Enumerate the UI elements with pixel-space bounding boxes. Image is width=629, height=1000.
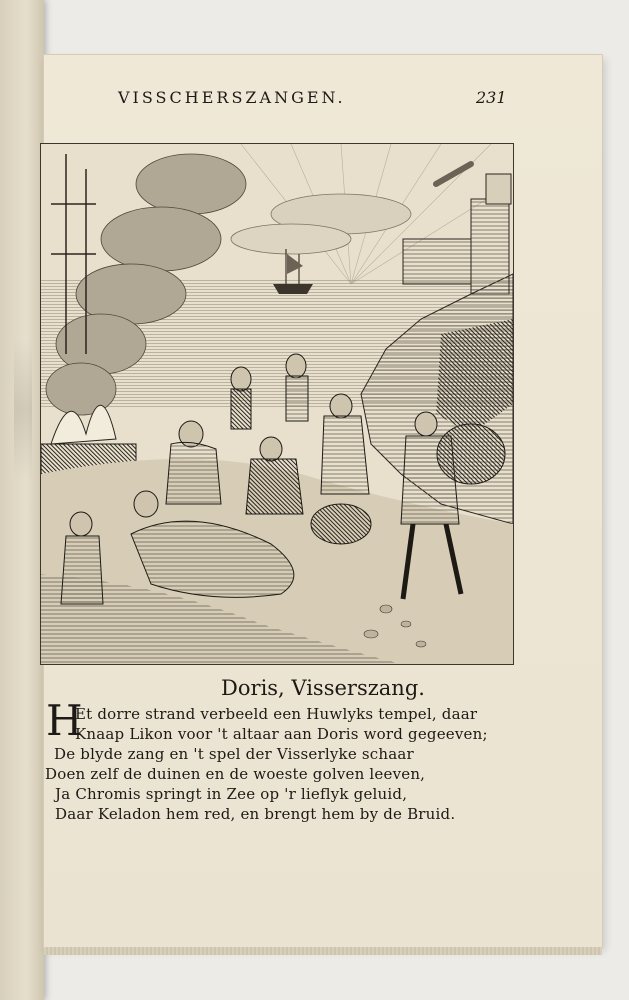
- drop-cap-initial: H: [46, 696, 83, 745]
- poem-line-6: Daar Keladon hem red, en brengt hem by de Bruid.: [55, 805, 456, 823]
- poem-line-3: De blyde zang en 't spel der Visserlyke schaar: [54, 745, 414, 763]
- poem-line-1: Et dorre strand verbeeld een Huwlyks tempel, daar: [75, 705, 478, 723]
- page-number: 231: [476, 88, 507, 107]
- poem-line-5: Ja Chromis springt in Zee op 'r lieflyk geluid,: [55, 785, 408, 803]
- bleed-through: [14, 340, 32, 480]
- cloud: [231, 224, 351, 254]
- poem-line-2: Knaap Likon voor 't altaar aan Doris word gegeeven;: [75, 725, 488, 743]
- poem-stanza: [45, 704, 565, 824]
- facing-page-edge: [0, 0, 44, 1000]
- engraving-illustration: [41, 144, 513, 664]
- page-block-edge: [44, 947, 602, 955]
- running-head: VISSCHERSZANGEN.: [118, 88, 346, 107]
- engraving-plate: [40, 143, 514, 665]
- plate-caption: Doris, Visserszang.: [221, 676, 425, 700]
- poem-line-4: Doen zelf de duinen en de woeste golven leeven,: [45, 765, 426, 783]
